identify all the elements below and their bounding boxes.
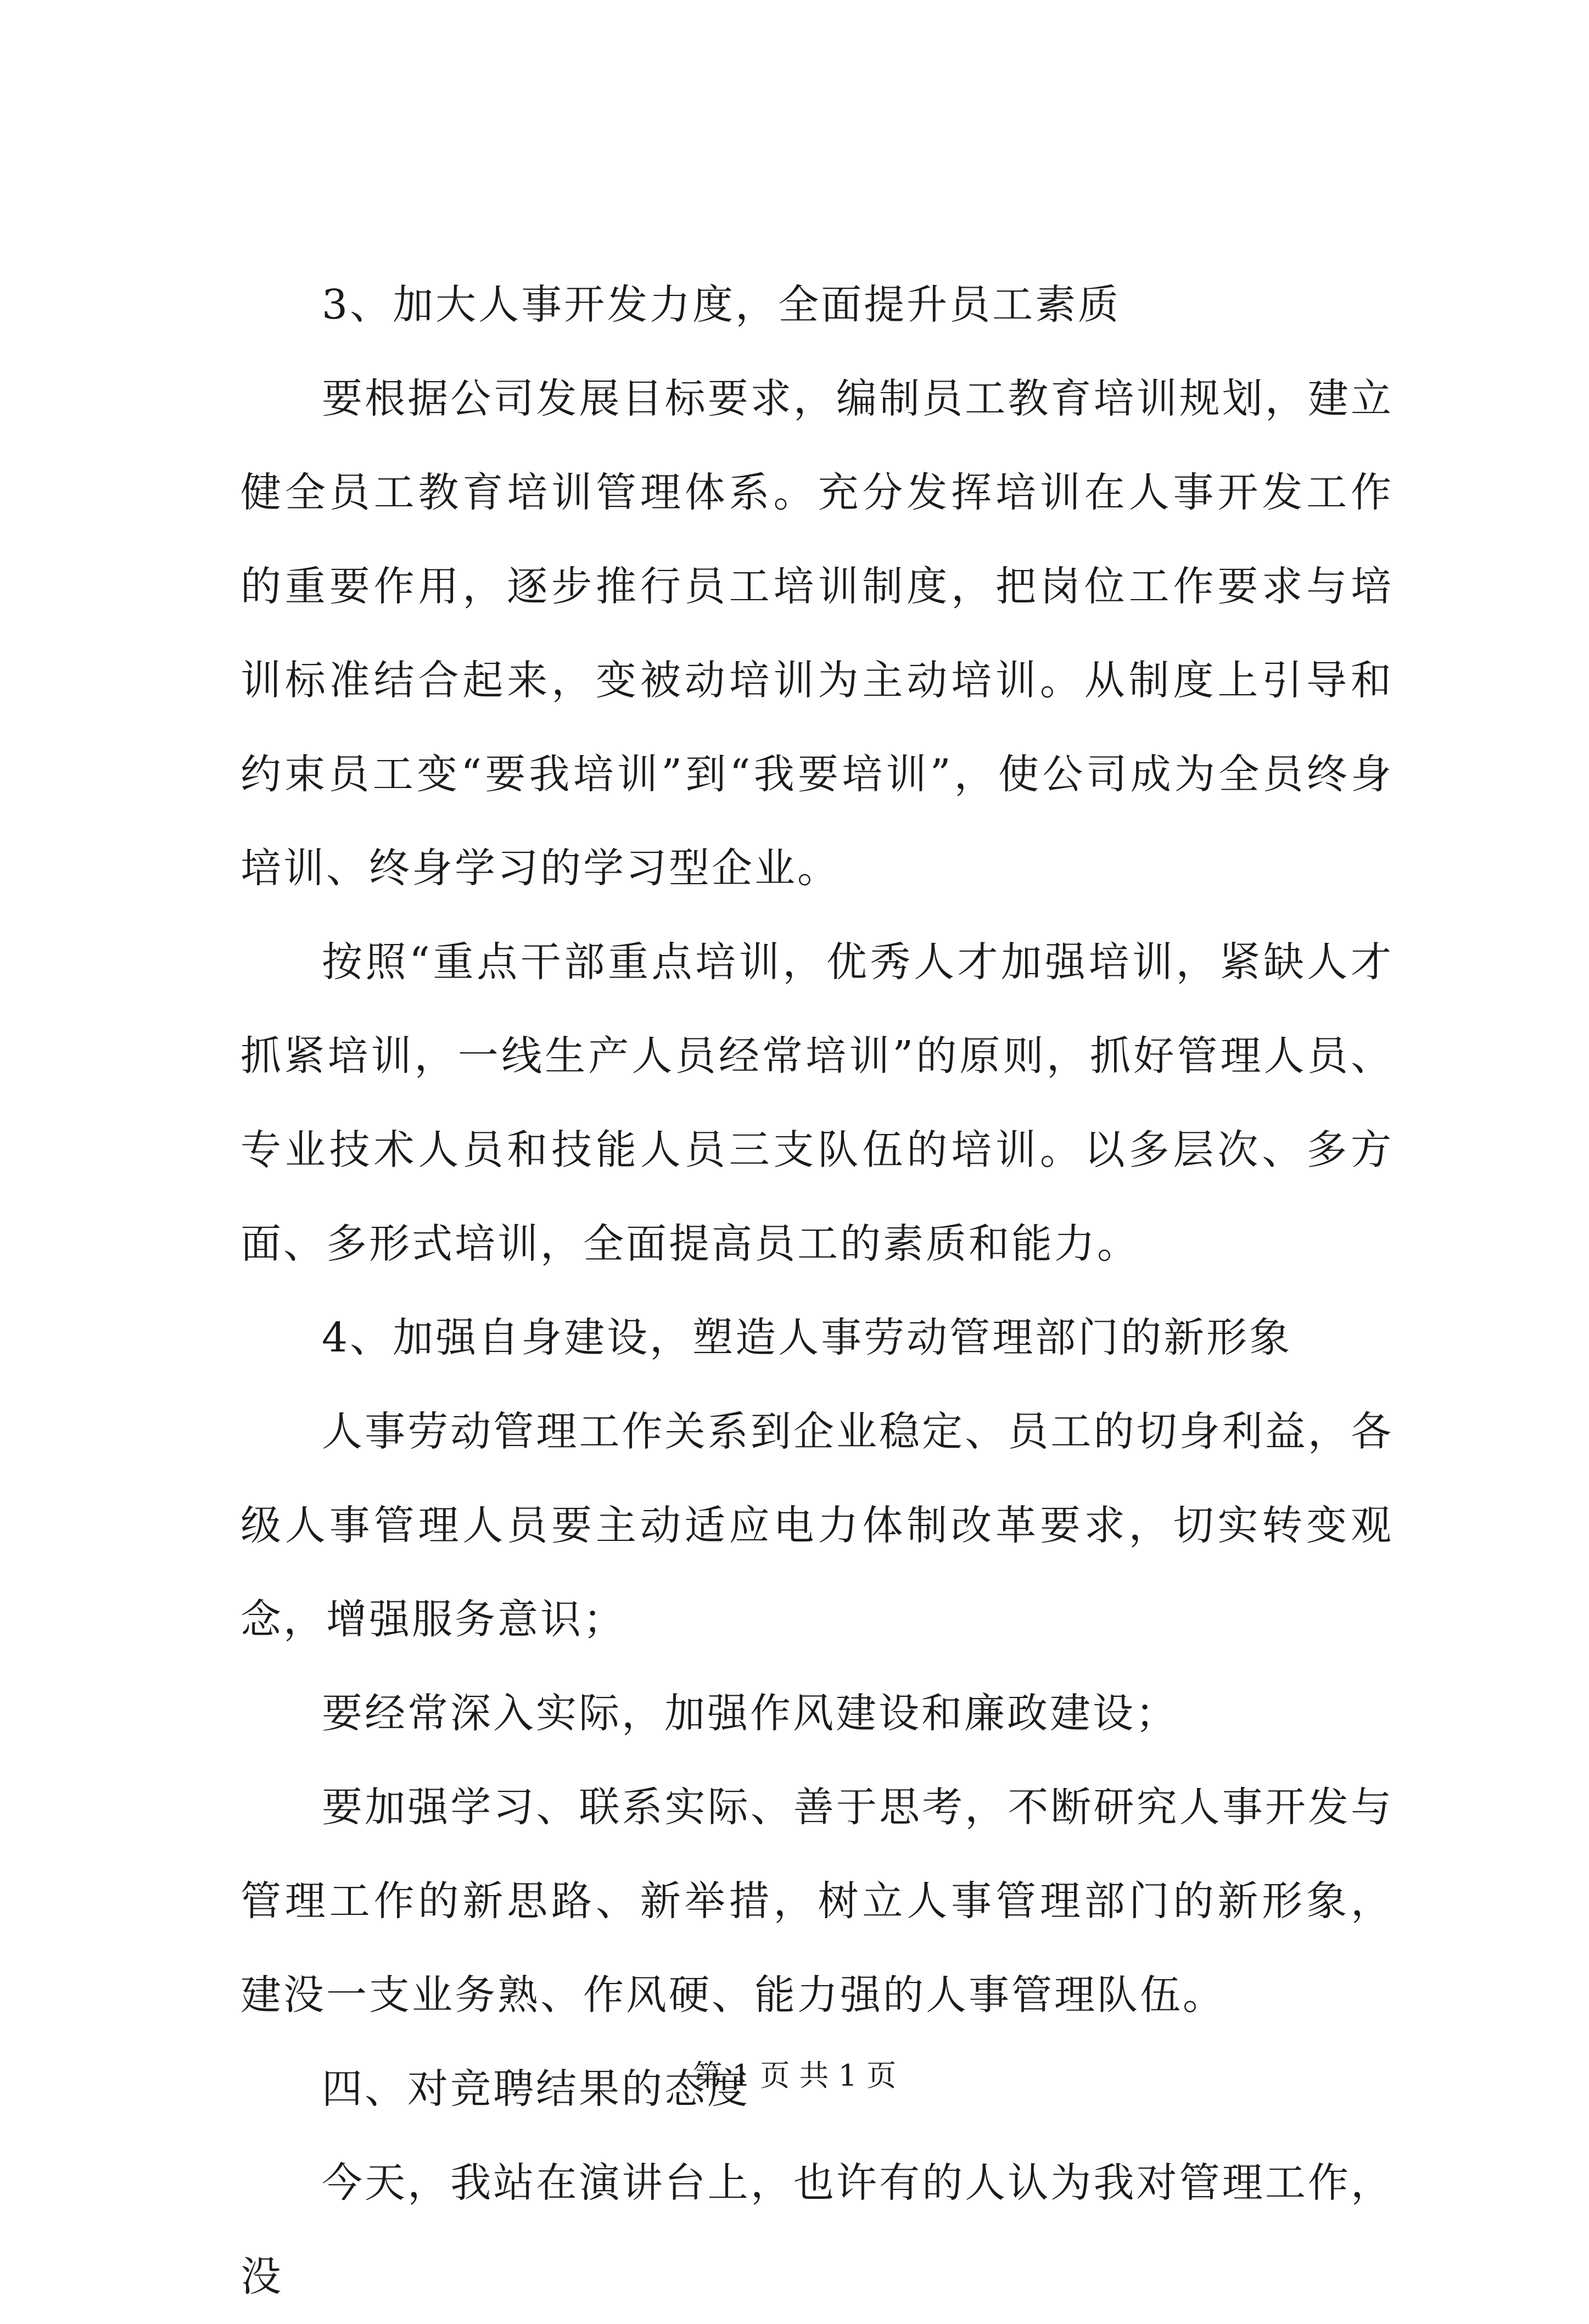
paragraph-work-style: 要经常深入实际，加强作风建设和廉政建设； [322,1690,1178,1737]
heading-attitude-to-result: 四、对竞聘结果的态度 [322,2065,750,2113]
document-body [240,258,1394,2324]
paragraph-service-awareness: 人事劳动管理工作关系到企业稳定、员工的切身利益，各级人事管理人员要主动适应电力体制改革要求，切实转变观念，增强服务意识； [240,1408,1394,1643]
paragraph-today: 今天，我站在演讲台上，也许有的人认为我对管理工作，没 [240,2159,1394,2300]
paragraph-training-principle: 按照“重点干部重点培训，优秀人才加强培训，紧缺人才抓紧培训，一线生产人员经常培训”的原则，抓好管理人员、专业技术人员和技能人员三支队伍的培训。以多层次、多方面、多形式培训，全面提高员工的素质和能力。 [240,938,1394,1267]
heading-3-talent-development: 3、加大人事开发力度，全面提升员工素质 [322,281,1121,328]
paragraph-learning: 要加强学习、联系实际、善于思考，不断研究人事开发与管理工作的新思路、新举措，树立人事管理部门的新形象，建没一支业务熟、作风硬、能力强的人事管理队伍。 [240,1784,1394,2019]
paragraph-training-plan: 要根据公司发展目标要求，编制员工教育培训规划，建立健全员工教育培训管理体系。充分发挥培训在人事开发工作的重要作用，逐步推行员工培训制度，把岗位工作要求与培训标准结合起来，变被动培训为主动培训。从制度上引导和约束员工变“要我培训”到“我要培训”，使公司成为全员终身培训、终身学习的学习型企业。 [240,375,1394,892]
heading-4-self-building: 4、加强自身建设，塑造人事劳动管理部门的新形象 [322,1314,1293,1361]
page-footer: 第 1 页 共 1 页 [692,2058,897,2093]
